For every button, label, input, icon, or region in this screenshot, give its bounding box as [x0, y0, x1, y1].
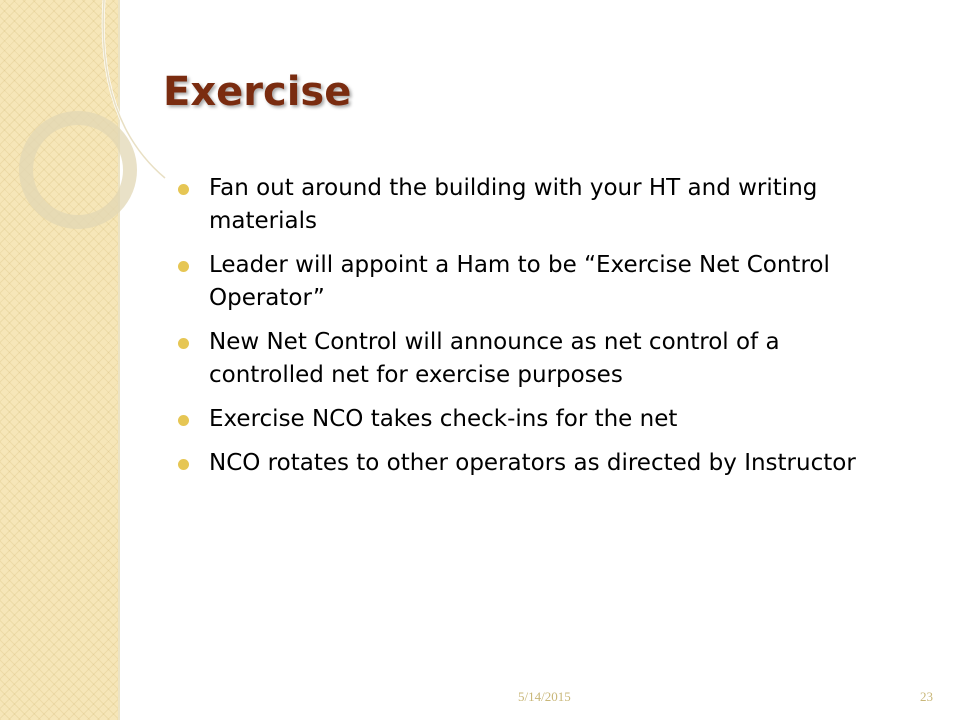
bullet-list	[175, 172, 895, 491]
bullet-item	[175, 447, 895, 480]
bullet-item	[175, 249, 895, 315]
bullet-marker-icon	[178, 184, 189, 195]
bullet-marker-icon	[178, 459, 189, 470]
bullet-text: Exercise NCO takes check-ins for the net	[209, 406, 678, 432]
slide-title: Exercise	[163, 69, 352, 115]
bullet-text: NCO rotates to other operators as directed by Instructor	[209, 450, 856, 476]
footer-date: 5/14/2015	[518, 689, 571, 704]
bullet-text: Fan out around the building with your HT and writing materials	[209, 175, 818, 234]
bullet-text: New Net Control will announce as net control of a controlled net for exercise purposes	[209, 329, 780, 388]
bullet-marker-icon	[178, 261, 189, 272]
bullet-marker-icon	[178, 415, 189, 426]
bullet-item	[175, 326, 895, 392]
bullet-text: Leader will appoint a Ham to be “Exercise Net Control Operator”	[209, 252, 830, 311]
bullet-item	[175, 172, 895, 238]
decorative-side-panel	[0, 0, 118, 720]
bullet-marker-icon	[178, 338, 189, 349]
side-panel-divider	[118, 0, 120, 720]
bullet-item	[175, 403, 895, 436]
slide-number: 23	[920, 689, 933, 704]
